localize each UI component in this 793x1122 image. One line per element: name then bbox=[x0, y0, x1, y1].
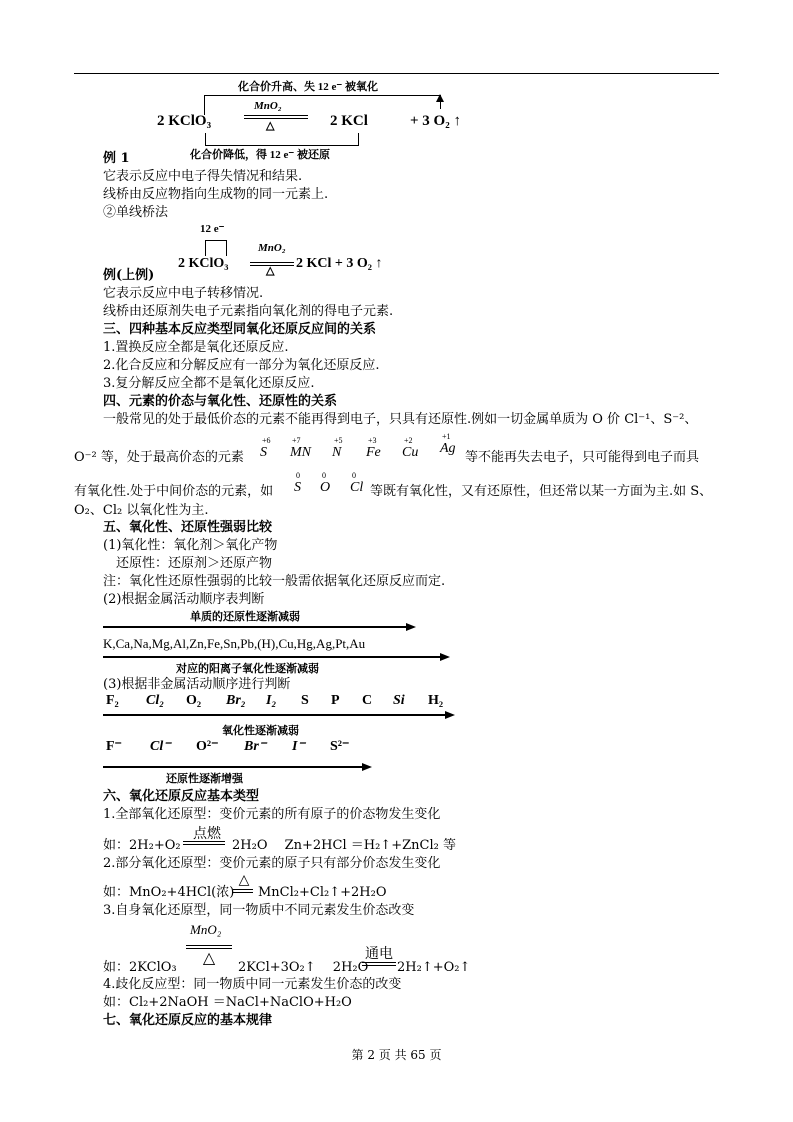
nonmetal-item: O₂ bbox=[186, 693, 202, 708]
equation: 如：2H₂+O₂ bbox=[103, 838, 181, 853]
anion-item: S²⁻ bbox=[330, 739, 350, 754]
text-line: 4.歧化反应型：同一物质中同一元素发生价态的改变 bbox=[103, 977, 402, 992]
text-line: 线桥由还原剂失电子元素指向氧化剂的得电子元素. bbox=[103, 304, 394, 319]
condition-label: △ bbox=[238, 872, 250, 888]
metal-bottom-arrowhead bbox=[440, 653, 450, 661]
nonmetal-arrow-line bbox=[103, 714, 448, 716]
valence-element: 0 Cl bbox=[350, 471, 364, 495]
text-line: 等不能再失去电子，只可能得到电子而具 bbox=[465, 450, 700, 465]
valence-element: 0 O bbox=[320, 471, 331, 495]
nonmetal-mid-label: 氧化性逐渐减弱 bbox=[222, 725, 299, 737]
text-line: 它表示反应中电子转移情况. bbox=[103, 286, 264, 301]
bridge-product1: 2 KCl bbox=[330, 113, 368, 129]
nonmetal-item: I₂ bbox=[266, 693, 277, 708]
bridge-top-label: 化合价升高、失 12 e⁻ 被氧化 bbox=[238, 81, 378, 93]
section-heading: 三、四种基本反应类型同氧化还原反应间的关系 bbox=[103, 322, 377, 337]
equation: 如：Cl₂+2NaOH ＝NaCl+NaClO+H₂O bbox=[103, 995, 352, 1010]
anion-arrow-line bbox=[103, 766, 365, 768]
bridge2-electrons: 12 e⁻ bbox=[200, 223, 225, 235]
metal-top-arrowhead bbox=[406, 623, 416, 631]
text-line: 注：氧化性还原性强弱的比较一般需依据氧化还原反应而定. bbox=[103, 574, 446, 589]
bridge2-catalyst: MnO₂ bbox=[258, 242, 286, 254]
nonmetal-item: Br₂ bbox=[226, 693, 246, 708]
text-line: 2.部分氧化还原型：变价元素的原子只有部分价态发生变化 bbox=[103, 856, 441, 871]
section-heading: 五、氧化性、还原性强弱比较 bbox=[103, 520, 273, 535]
text-line: 2.化合反应和分解反应有一部分为氧化还原反应. bbox=[103, 358, 380, 373]
text-line: (3)根据非金属活动顺序进行判断 bbox=[103, 677, 291, 692]
metal-bottom-label: 对应的阳离子氧化性逐渐减弱 bbox=[176, 663, 319, 675]
bridge-catalyst: MnO₂ bbox=[254, 100, 282, 112]
bridge-product2: + 3 O₂ ↑ bbox=[410, 113, 461, 129]
metal-top-arrow-line bbox=[103, 626, 409, 628]
bridge2-reactant: 2 KClO₃ bbox=[178, 256, 229, 271]
text-line: 3.自身氧化还原型，同一物质中不同元素发生价态改变 bbox=[103, 903, 415, 918]
valence-element: +2 Cu bbox=[402, 436, 419, 460]
bridge2-line bbox=[205, 240, 227, 241]
section-heading: 六、氧化还原反应基本类型 bbox=[103, 789, 260, 804]
text-line: O₂、Cl₂ 以氧化性为主. bbox=[74, 503, 209, 518]
bridge-top-left-tick bbox=[204, 95, 205, 115]
anion-bottom-label: 还原性逐渐增强 bbox=[166, 773, 243, 785]
anion-item: I⁻ bbox=[292, 739, 305, 754]
nonmetal-item: C bbox=[362, 693, 373, 708]
equation: 2KCl+3O₂↑ 2H₂O bbox=[238, 960, 369, 975]
valence-element: +1 Ag bbox=[440, 432, 456, 456]
anion-item: Cl⁻ bbox=[150, 739, 171, 754]
anion-arrowhead bbox=[362, 763, 372, 771]
nonmetal-item: P bbox=[331, 693, 340, 708]
nonmetal-item: Si bbox=[393, 693, 405, 708]
section-heading: 七、氧化还原反应的基本规律 bbox=[103, 1013, 273, 1028]
equals-sign bbox=[183, 841, 225, 845]
equation: 如：2KClO₃ bbox=[103, 960, 177, 975]
nonmetal-item: Cl₂ bbox=[146, 693, 165, 708]
text-line: ②单线桥法 bbox=[103, 205, 169, 220]
example-label: 例 1 bbox=[103, 151, 130, 166]
section-heading: 四、元素的价态与氧化性、还原性的关系 bbox=[103, 394, 338, 409]
nonmetal-item: S bbox=[301, 693, 309, 708]
bridge-equals bbox=[244, 115, 308, 119]
bridge2-heat: △ bbox=[266, 265, 275, 277]
valence-element: +5 N bbox=[332, 436, 343, 460]
equation: 2H₂↑+O₂↑ bbox=[397, 960, 471, 975]
header-rule bbox=[74, 73, 719, 74]
page-footer: 第 2 页 共 65 页 bbox=[351, 1048, 442, 1062]
text-line: O⁻² 等，处于最高价态的元素 bbox=[74, 450, 244, 465]
example-label: 例(上例) bbox=[103, 268, 155, 283]
metal-series: K,Ca,Na,Mg,Al,Zn,Fe,Sn,Pb,(H),Cu,Hg,Ag,Pt,Au bbox=[103, 636, 366, 651]
valence-element: +6 S bbox=[260, 436, 271, 460]
condition-label: △ bbox=[202, 948, 216, 967]
bridge-reactant: 2 KClO₃ bbox=[157, 113, 212, 129]
bridge-top-arrow bbox=[436, 94, 444, 102]
text-line: 它表示反应中电子得失情况和结果. bbox=[103, 169, 303, 184]
catalyst-label: MnO₂ bbox=[190, 922, 222, 937]
text-line: 线桥由反应物指向生成物的同一元素上. bbox=[103, 187, 329, 202]
bridge2-left-tick bbox=[205, 240, 206, 256]
equals-sign bbox=[362, 962, 396, 966]
text-line: 有氧化性.处于中间价态的元素，如 bbox=[74, 484, 274, 499]
metal-top-label: 单质的还原性逐渐减弱 bbox=[190, 611, 300, 623]
condition-label: 通电 bbox=[365, 946, 393, 962]
anion-item: F⁻ bbox=[106, 739, 122, 754]
metal-bottom-arrow-line bbox=[103, 656, 443, 658]
nonmetal-item: H₂ bbox=[428, 693, 444, 708]
valence-element: +7 MN bbox=[290, 436, 311, 460]
nonmetal-item: F₂ bbox=[106, 693, 119, 708]
valence-element: +3 Fe bbox=[366, 436, 381, 460]
anion-item: O²⁻ bbox=[196, 739, 219, 754]
text-line: 1.全部氧化还原型：变价元素的所有原子的价态物发生变化 bbox=[103, 807, 441, 822]
anion-item: Br⁻ bbox=[244, 739, 267, 754]
bridge2-right-tick bbox=[226, 240, 227, 256]
text-line: 1.置换反应全都是氧化还原反应. bbox=[103, 340, 289, 355]
bridge-bottom-left-tick bbox=[205, 133, 206, 145]
equals-sign bbox=[233, 889, 253, 893]
bridge2-products: 2 KCl + 3 O₂ ↑ bbox=[296, 256, 383, 271]
text-line: 等既有氧化性，又有还原性，但还常以某一方面为主.如 S、 bbox=[370, 484, 713, 499]
bridge-heat: △ bbox=[266, 120, 275, 132]
text-line: (1)氧化性：氧化剂＞氧化产物 bbox=[103, 538, 278, 553]
text-line: (2)根据金属活动顺序表判断 bbox=[103, 592, 265, 607]
equation: MnCl₂+Cl₂↑+2H₂O bbox=[258, 885, 387, 900]
text-line: 一般常见的处于最低价态的元素不能再得到电子，只具有还原性.例如一切金属单质为 O 价 Cl⁻¹、S⁻²、 bbox=[103, 412, 698, 427]
equation: 如：MnO₂+4HCl(浓) bbox=[103, 885, 235, 900]
bridge-bottom-right-tick bbox=[358, 133, 359, 145]
equation: 2H₂O Zn+2HCl ＝H₂↑+ZnCl₂ 等 bbox=[232, 838, 456, 853]
bridge-bottom-label: 化合价降低，得 12 e⁻ 被还原 bbox=[190, 149, 330, 161]
text-line: 3.复分解反应全都不是氧化还原反应. bbox=[103, 376, 315, 391]
bridge-top-line bbox=[204, 95, 440, 96]
valence-element: 0 S bbox=[294, 471, 301, 495]
nonmetal-arrowhead bbox=[445, 711, 455, 719]
text-line: 还原性：还原剂＞还原产物 bbox=[116, 556, 273, 571]
condition-label: 点燃 bbox=[193, 826, 221, 842]
